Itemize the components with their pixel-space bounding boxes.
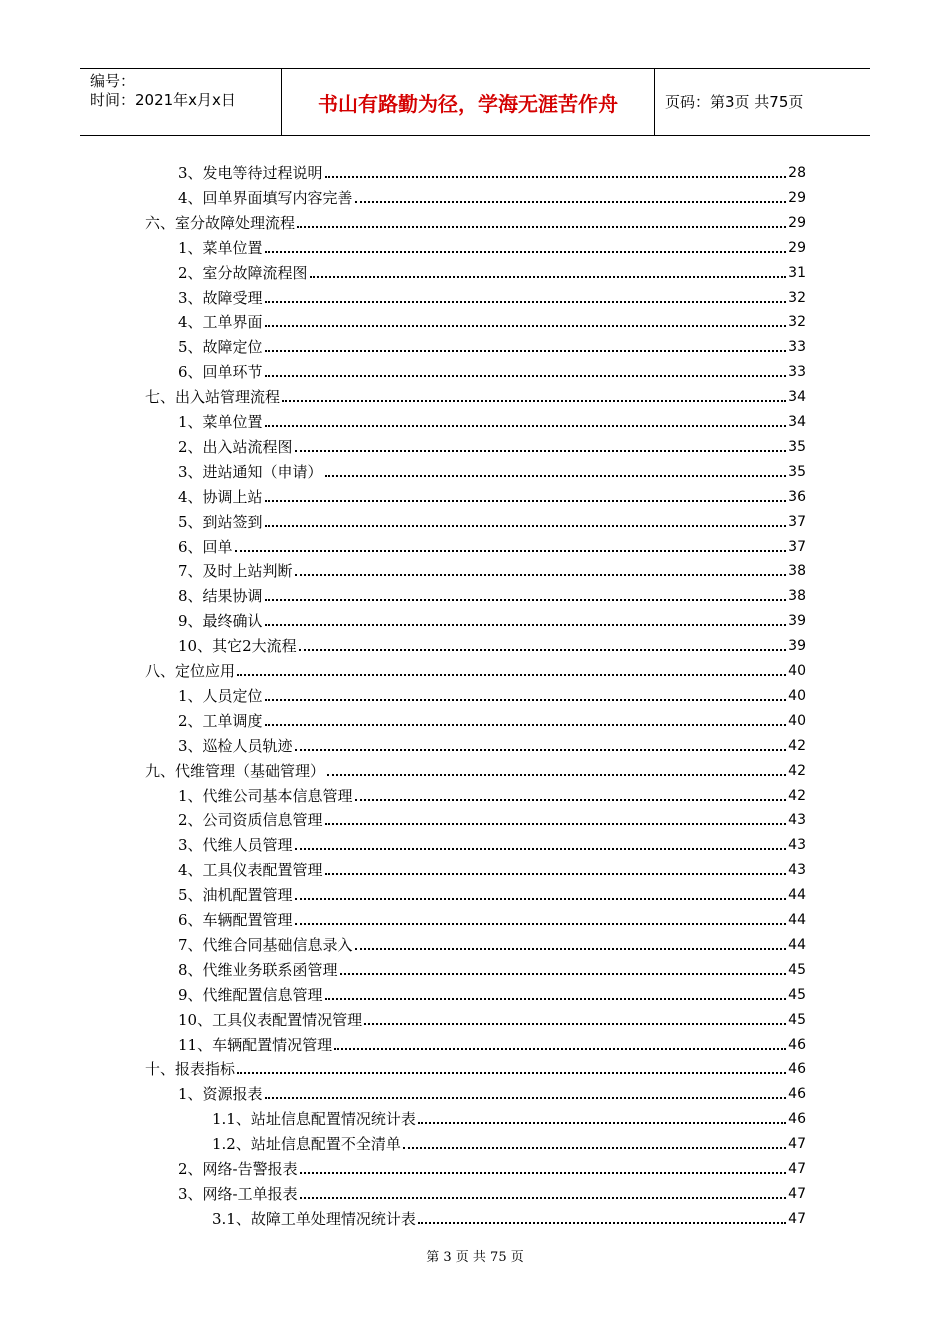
toc-dot-leader: [355, 948, 787, 950]
toc-entry[interactable]: [178, 980, 806, 1005]
toc-entry-title: 2、工单调度: [178, 711, 263, 730]
toc-dot-leader: [334, 1048, 786, 1050]
toc-entry-page: 44: [788, 887, 806, 904]
toc-entry[interactable]: [178, 1030, 806, 1055]
toc-entry-title: 1、代维公司基本信息管理: [178, 786, 353, 805]
toc-entry[interactable]: [145, 1054, 806, 1079]
toc-entry[interactable]: [178, 681, 806, 706]
toc-dot-leader: [265, 350, 787, 352]
toc-entry-page: 40: [788, 687, 806, 704]
toc-entry-title: 3、故障受理: [178, 288, 263, 307]
toc-entry-page: 32: [788, 289, 806, 306]
toc-entry-title: 1.2、站址信息配置不全清单: [212, 1135, 401, 1154]
toc-entry-page: 29: [788, 239, 806, 256]
toc-entry[interactable]: [178, 1079, 806, 1104]
toc-entry[interactable]: [178, 930, 806, 955]
toc-entry-page: 35: [788, 463, 806, 480]
toc-dot-leader: [295, 848, 787, 850]
toc-entry-title: 7、代维合同基础信息录入: [178, 935, 353, 954]
toc-entry[interactable]: [178, 432, 806, 457]
document-number-label: 编号：: [90, 72, 136, 90]
toc-entry[interactable]: [178, 706, 806, 731]
toc-entry[interactable]: [178, 631, 806, 656]
toc-entry-page: 45: [788, 986, 806, 1003]
toc-entry-title: 9、代维配置信息管理: [178, 985, 323, 1004]
toc-entry[interactable]: [178, 830, 806, 855]
toc-entry-page: 46: [788, 1061, 806, 1078]
toc-entry[interactable]: [178, 556, 806, 581]
toc-entry-title: 1、资源报表: [178, 1085, 263, 1104]
toc-entry[interactable]: [178, 283, 806, 308]
toc-entry[interactable]: [178, 357, 806, 382]
toc-dot-leader: [282, 400, 786, 402]
toc-entry-page: 29: [788, 189, 806, 206]
toc-dot-leader: [265, 699, 787, 701]
toc-entry-title: 2、网络-告警报表: [178, 1160, 298, 1178]
document-date: 时间：2021年x月x日: [90, 91, 236, 109]
toc-entry-page: 38: [788, 563, 806, 580]
toc-dot-leader: [265, 525, 787, 527]
toc-entry[interactable]: [178, 258, 806, 283]
toc-entry-title: 九、代维管理（基础管理）: [145, 761, 326, 780]
toc-dot-leader: [325, 823, 787, 825]
toc-entry[interactable]: [145, 208, 806, 233]
toc-entry-title: 1、人员定位: [178, 686, 263, 705]
toc-dot-leader: [364, 1023, 786, 1025]
toc-entry-title: 3、进站通知（申请）: [178, 462, 323, 481]
toc-entry[interactable]: [178, 233, 806, 258]
toc-entry-page: 44: [788, 912, 806, 928]
toc-dot-leader: [327, 774, 786, 776]
toc-dot-leader: [295, 574, 787, 576]
toc-dot-leader: [235, 550, 787, 552]
toc-entry-page: 31: [788, 264, 806, 281]
page-header: [80, 68, 870, 136]
toc-entry-page: 46: [788, 1086, 806, 1103]
toc-dot-leader: [295, 923, 787, 925]
toc-entry-page: 37: [788, 513, 806, 530]
toc-entry-title: 八、定位应用: [145, 662, 236, 680]
toc-entry-page: 39: [788, 638, 806, 655]
toc-entry-page: 46: [788, 1111, 806, 1128]
toc-entry[interactable]: [178, 781, 806, 806]
toc-entry[interactable]: [178, 1005, 806, 1030]
toc-dot-leader: [418, 1222, 786, 1224]
toc-entry-page: 33: [788, 339, 806, 356]
toc-entry[interactable]: [212, 1129, 806, 1154]
toc-entry[interactable]: [178, 507, 806, 532]
toc-entry-page: 34: [788, 389, 806, 406]
toc-entry[interactable]: [178, 731, 806, 756]
toc-dot-leader: [265, 624, 787, 626]
toc-dot-leader: [418, 1122, 786, 1124]
toc-entry-title: 4、协调上站: [178, 487, 263, 506]
toc-entry-page: 29: [788, 214, 806, 231]
toc-entry-page: 47: [788, 1136, 806, 1153]
toc-dot-leader: [265, 375, 787, 377]
toc-entry-page: 44: [788, 936, 806, 953]
toc-dot-leader: [299, 649, 787, 651]
toc-dot-leader: [295, 898, 787, 900]
toc-dot-leader: [295, 749, 787, 751]
toc-entry[interactable]: [212, 1204, 806, 1229]
toc-entry[interactable]: [178, 955, 806, 980]
toc-entry-title: 9、最终确认: [178, 612, 263, 631]
toc-entry-title: 4、回单界面填写内容完善: [178, 188, 353, 207]
toc-entry[interactable]: [178, 1154, 806, 1179]
toc-entry[interactable]: [178, 880, 806, 905]
toc-entry-page: 34: [788, 414, 806, 430]
toc-entry-title: 3.1、故障工单处理情况统计表: [212, 1209, 416, 1228]
toc-entry-title: 8、结果协调: [178, 587, 263, 606]
toc-entry[interactable]: [178, 805, 806, 830]
toc-entry[interactable]: [212, 1104, 806, 1129]
toc-entry-title: 7、及时上站判断: [178, 562, 293, 581]
toc-entry-title: 1、菜单位置: [178, 238, 263, 257]
toc-entry-page: 42: [788, 762, 806, 779]
toc-dot-leader: [265, 425, 787, 427]
toc-entry[interactable]: [178, 307, 806, 332]
toc-dot-leader: [300, 1172, 787, 1174]
toc-entry-title: 七、出入站管理流程: [145, 388, 281, 407]
toc-entry-title: 十、报表指标: [145, 1060, 236, 1079]
toc-dot-leader: [355, 201, 787, 203]
toc-entry[interactable]: [178, 905, 806, 930]
toc-entry[interactable]: [145, 656, 806, 681]
toc-entry-title: 6、回单环节: [178, 363, 263, 382]
toc-entry[interactable]: [145, 382, 806, 407]
toc-dot-leader: [310, 276, 787, 278]
toc-dot-leader: [265, 325, 787, 327]
toc-entry[interactable]: [178, 581, 806, 606]
toc-entry-title: 6、车辆配置管理: [178, 911, 293, 929]
toc-dot-leader: [265, 301, 787, 303]
toc-entry-page: 43: [788, 837, 806, 854]
toc-dot-leader: [325, 873, 787, 875]
toc-entry-title: 1、菜单位置: [178, 413, 263, 431]
toc-entry-page: 35: [788, 438, 806, 455]
toc-entry-title: 2、公司资质信息管理: [178, 811, 323, 830]
toc-dot-leader: [325, 998, 787, 1000]
toc-entry-title: 4、工具仪表配置管理: [178, 861, 323, 880]
toc-entry-title: 六、室分故障处理流程: [145, 213, 296, 232]
toc-dot-leader: [265, 1097, 787, 1099]
toc-entry-page: 40: [788, 663, 806, 679]
toc-entry[interactable]: [178, 1179, 806, 1204]
toc-dot-leader: [237, 1072, 786, 1074]
toc-entry-title: 3、巡检人员轨迹: [178, 736, 293, 755]
page-footer: 第 3 页 共 75 页: [426, 1250, 524, 1265]
toc-entry-page: 32: [788, 314, 806, 331]
toc-entry-page: 33: [788, 364, 806, 381]
toc-entry-page: 42: [788, 787, 806, 804]
toc-entry-page: 47: [788, 1210, 806, 1227]
toc-entry-page: 47: [788, 1161, 806, 1177]
toc-entry[interactable]: [178, 158, 806, 183]
toc-entry[interactable]: [178, 407, 806, 432]
toc-entry-title: 8、代维业务联系函管理: [178, 960, 338, 979]
toc-entry-title: 2、室分故障流程图: [178, 263, 308, 282]
toc-entry-title: 1.1、站址信息配置情况统计表: [212, 1110, 416, 1129]
toc-dot-leader: [295, 450, 787, 452]
toc-entry-title: 5、到站签到: [178, 512, 263, 531]
toc-dot-leader: [300, 1197, 787, 1199]
toc-entry[interactable]: [178, 332, 806, 357]
toc-entry-title: 3、发电等待过程说明: [178, 164, 323, 182]
toc-entry-page: 37: [788, 538, 806, 555]
toc-entry-title: 3、代维人员管理: [178, 836, 293, 855]
toc-entry[interactable]: [178, 606, 806, 631]
header-page-info: 页码：第3页 共75页: [665, 93, 804, 111]
toc-entry-page: 38: [788, 588, 806, 605]
toc-entry[interactable]: [178, 457, 806, 482]
toc-entry[interactable]: [178, 482, 806, 507]
toc-dot-leader: [265, 724, 787, 726]
toc-entry-title: 4、工单界面: [178, 313, 263, 332]
toc-entry-page: 43: [788, 812, 806, 829]
toc-entry-title: 3、网络-工单报表: [178, 1184, 298, 1203]
toc-dot-leader: [325, 475, 787, 477]
toc-entry-page: 45: [788, 961, 806, 978]
toc-dot-leader: [325, 176, 787, 178]
header-meta: [90, 72, 236, 110]
toc-entry-page: 36: [788, 488, 806, 505]
toc-entry[interactable]: [178, 855, 806, 880]
toc-entry-title: 10、工具仪表配置情况管理: [178, 1010, 363, 1029]
toc-entry-page: 45: [788, 1011, 806, 1028]
toc-entry-title: 5、油机配置管理: [178, 886, 293, 905]
toc-entry-title: 10、其它2大流程: [178, 637, 297, 656]
toc-entry-title: 5、故障定位: [178, 338, 263, 357]
toc-entry-title: 6、回单: [178, 537, 233, 556]
toc-entry[interactable]: [178, 183, 806, 208]
toc-entry[interactable]: [178, 532, 806, 557]
toc-entry-page: 40: [788, 712, 806, 729]
toc-dot-leader: [237, 674, 786, 676]
toc-entry-page: 28: [788, 165, 806, 181]
toc-entry-page: 46: [788, 1036, 806, 1053]
toc-dot-leader: [355, 799, 787, 801]
toc-dot-leader: [297, 226, 786, 228]
toc-dot-leader: [340, 973, 787, 975]
toc-entry-title: 11、车辆配置情况管理: [178, 1035, 333, 1054]
toc-dot-leader: [403, 1147, 786, 1149]
toc-entry-page: 39: [788, 613, 806, 630]
toc-entry-page: 43: [788, 862, 806, 879]
toc-entry-title: 2、出入站流程图: [178, 437, 293, 456]
toc-dot-leader: [265, 251, 787, 253]
toc-entry[interactable]: [145, 756, 806, 781]
toc-dot-leader: [265, 599, 787, 601]
toc-entry-page: 42: [788, 737, 806, 754]
toc-entry-page: 47: [788, 1185, 806, 1202]
header-motto: 书山有路勤为径，学海无涯苦作舟: [318, 91, 618, 116]
header-divider-right: [654, 69, 655, 135]
toc-dot-leader: [265, 500, 787, 502]
